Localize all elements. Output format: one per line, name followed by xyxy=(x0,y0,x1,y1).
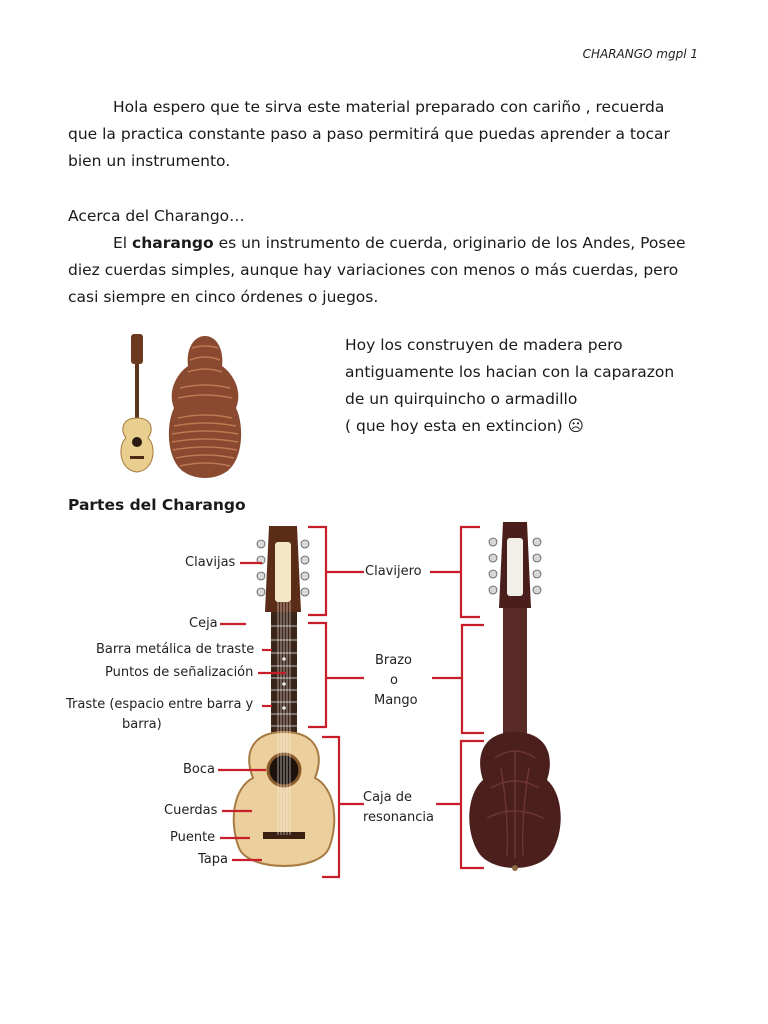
label-ceja: Ceja xyxy=(189,616,218,631)
about-line-3: casi siempre en cinco órdenes o juegos. xyxy=(68,288,379,306)
label-boca: Boca xyxy=(183,762,215,777)
label-mango: Mango xyxy=(374,693,418,708)
about-text-b: , originario de los Andes, Posee xyxy=(442,234,686,252)
construction-line-4: ( que hoy esta en extincion) ☹ xyxy=(345,417,584,435)
label-resonancia: resonancia xyxy=(363,810,434,825)
label-traste-line-1: Traste (espacio entre barra y xyxy=(66,697,254,712)
construction-line-3: de un quirquincho o armadillo xyxy=(345,390,578,408)
about-el: El xyxy=(113,234,128,252)
intro-line-3: bien un instrumento. xyxy=(68,152,231,170)
construction-line-2: antiguamente los hacian con la caparazon xyxy=(345,363,675,381)
about-text-a: es un instrumento de cuerda xyxy=(218,234,443,252)
label-cuerdas: Cuerdas xyxy=(164,803,218,818)
about-charango-term: charango xyxy=(132,234,214,252)
label-brazo-o: o xyxy=(390,673,398,688)
label-brazo: Brazo xyxy=(375,653,413,668)
label-caja-de: Caja de xyxy=(363,790,413,805)
label-clavijero: Clavijero xyxy=(365,564,422,579)
label-barra-metalica: Barra metálica de traste xyxy=(96,642,255,657)
label-tapa: Tapa xyxy=(198,852,228,867)
about-line-2: diez cuerdas simples, aunque hay variaciones con menos o más cuerdas, pero xyxy=(68,261,679,279)
about-heading: Acerca del Charango… xyxy=(68,207,245,225)
label-traste-line-2: barra) xyxy=(122,717,162,732)
label-puntos: Puntos de señalización xyxy=(105,665,254,680)
construction-line-1: Hoy los construyen de madera pero xyxy=(345,336,623,354)
intro-line-1: Hola espero que te sirva este material preparado con cariño , recuerda xyxy=(113,98,665,116)
label-clavijas: Clavijas xyxy=(185,555,236,570)
label-puente: Puente xyxy=(170,830,216,845)
page-header: CHARANGO mgpl 1 xyxy=(582,47,698,61)
intro-line-2: que la practica constante paso a paso permitirá que puedas aprender a tocar xyxy=(68,125,670,143)
parts-title: Partes del Charango xyxy=(68,496,246,514)
